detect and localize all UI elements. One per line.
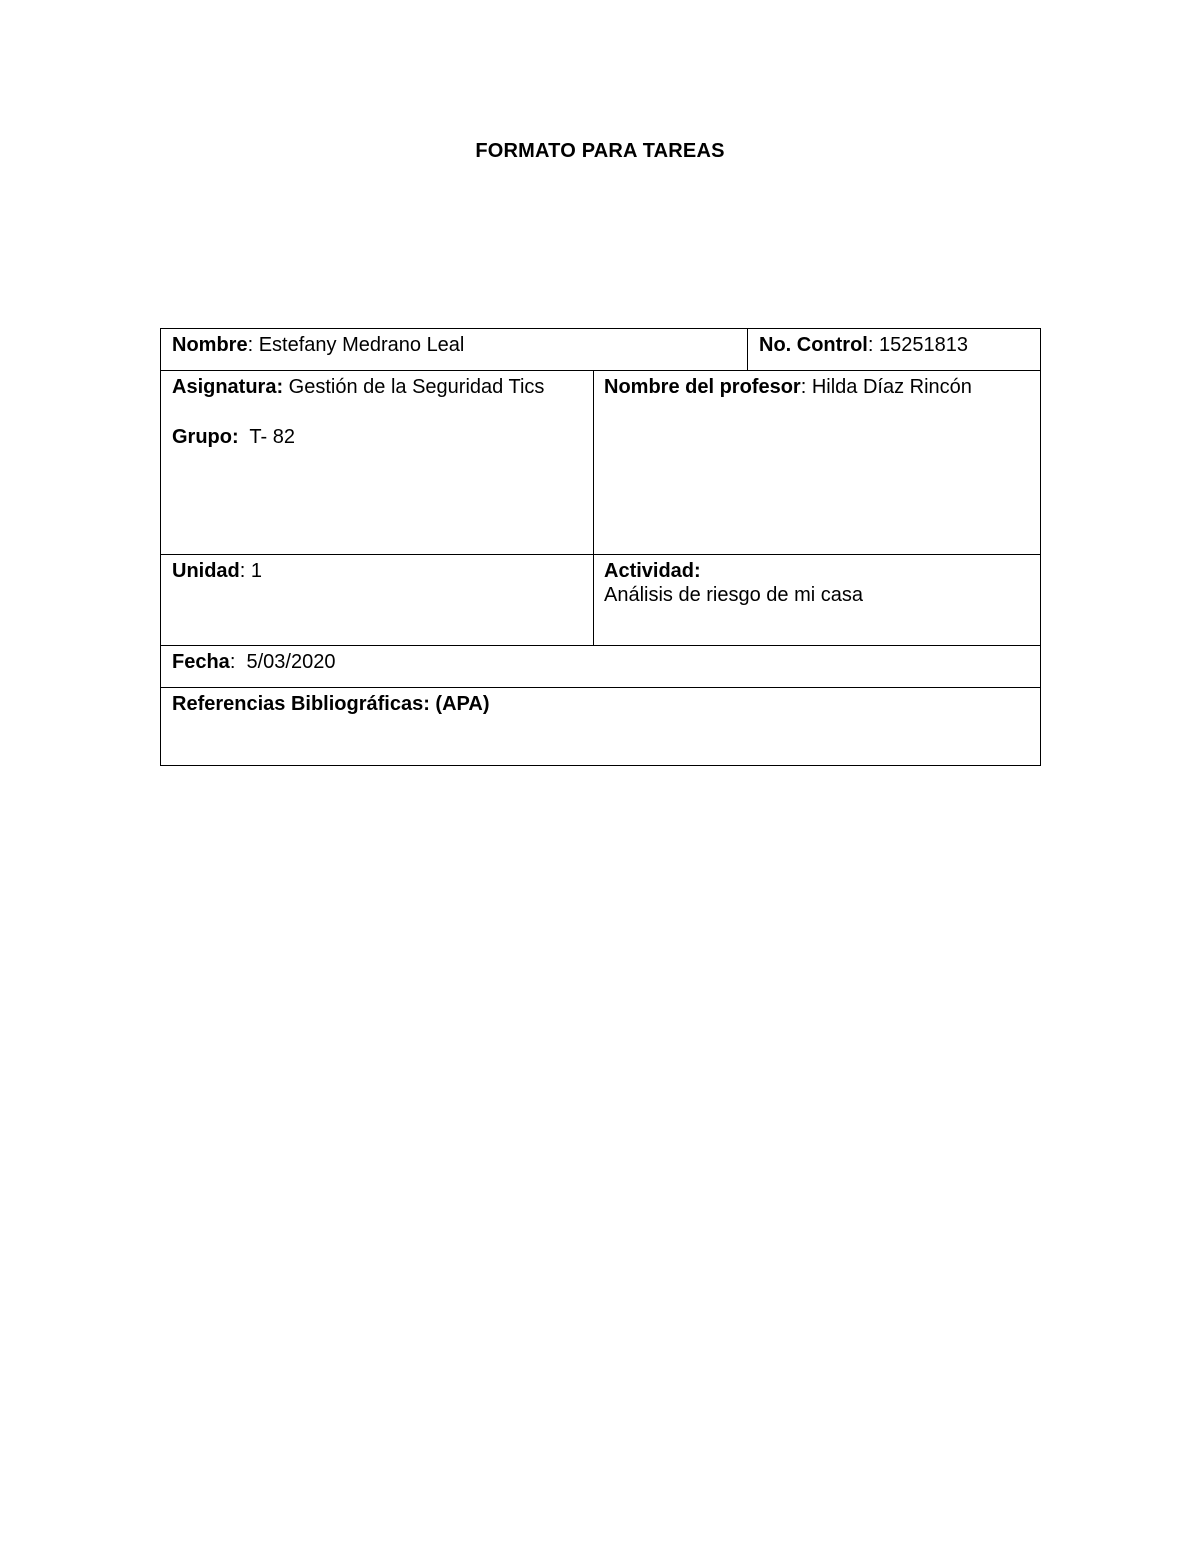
referencias-label: Referencias Bibliográficas: (APA) xyxy=(172,693,490,715)
nombre-label: Nombre xyxy=(172,334,248,356)
actividad-value: Análisis de riesgo de mi casa xyxy=(604,584,864,606)
row-asignatura-profesor xyxy=(161,370,1040,554)
row-nombre-control xyxy=(161,329,1040,371)
profesor-value: : Hilda Díaz Rincón xyxy=(800,376,972,398)
grupo-label: Grupo: xyxy=(172,426,239,448)
fecha-label: Fecha xyxy=(172,651,230,673)
control-label: No. Control xyxy=(759,334,868,356)
nombre-value: : Estefany Medrano Leal xyxy=(247,334,465,356)
actividad-label: Actividad: xyxy=(604,560,701,582)
fecha-value: : 5/03/2020 xyxy=(229,651,336,673)
asignatura-value: Gestión de la Seguridad Tics xyxy=(283,376,545,398)
cell-nombre xyxy=(161,329,747,371)
unidad-value: : 1 xyxy=(239,560,263,582)
cell-control xyxy=(747,329,1040,371)
unidad-label: Unidad xyxy=(172,560,240,582)
cell-asignatura-grupo xyxy=(161,371,593,554)
row-unidad-actividad xyxy=(161,554,1040,645)
cell-actividad xyxy=(593,555,1040,645)
asignatura-label: Asignatura: xyxy=(172,376,284,398)
control-value: : 15251813 xyxy=(867,334,968,356)
cell-unidad xyxy=(161,555,593,645)
assignment-form-table xyxy=(160,328,1041,766)
grupo-value: T- 82 xyxy=(238,426,295,448)
row-referencias xyxy=(161,687,1040,765)
document-title: FORMATO PARA TAREAS xyxy=(475,140,725,162)
row-fecha xyxy=(161,645,1040,688)
cell-profesor xyxy=(593,371,1040,554)
cell-referencias xyxy=(161,688,1040,765)
profesor-label: Nombre del profesor xyxy=(604,376,801,398)
cell-fecha xyxy=(161,646,1040,688)
